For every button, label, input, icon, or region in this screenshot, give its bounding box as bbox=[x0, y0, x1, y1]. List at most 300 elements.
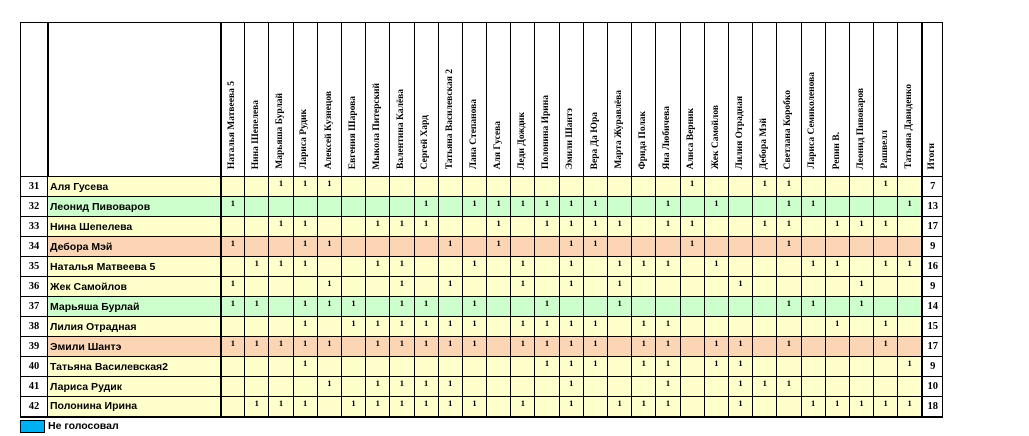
vote-cell bbox=[632, 197, 656, 217]
vote-cell bbox=[535, 397, 559, 417]
vote-cell bbox=[414, 177, 438, 197]
vote-cell bbox=[245, 377, 269, 397]
vote-cell: 1 bbox=[559, 257, 583, 277]
vote-cell: 1 bbox=[293, 237, 317, 257]
column-header bbox=[874, 23, 898, 177]
vote-cell: 1 bbox=[462, 297, 486, 317]
column-header-label: Эмили Шантэ bbox=[565, 107, 576, 169]
vote-cell: 1 bbox=[390, 317, 414, 337]
column-header bbox=[825, 23, 849, 177]
vote-cell bbox=[341, 377, 365, 397]
vote-cell bbox=[680, 277, 704, 297]
vote-cell bbox=[559, 177, 583, 197]
vote-cell: 1 bbox=[583, 237, 607, 257]
vote-cell: 1 bbox=[535, 297, 559, 317]
column-header-label: Фрида Полак bbox=[638, 110, 649, 169]
row-total: 16 bbox=[922, 257, 943, 277]
vote-cell: 1 bbox=[414, 197, 438, 217]
vote-cell bbox=[487, 377, 511, 397]
column-header bbox=[269, 23, 293, 177]
vote-cell: 1 bbox=[438, 337, 462, 357]
column-header-label: Алексей Кузнецов bbox=[323, 90, 334, 169]
table-row bbox=[21, 237, 943, 257]
vote-cell bbox=[221, 397, 245, 417]
row-number: 38 bbox=[21, 317, 48, 337]
vote-cell bbox=[462, 177, 486, 197]
vote-cell bbox=[269, 277, 293, 297]
vote-cell bbox=[728, 237, 752, 257]
vote-cell bbox=[317, 317, 341, 337]
vote-cell bbox=[849, 317, 873, 337]
vote-cell bbox=[753, 257, 777, 277]
vote-cell bbox=[341, 237, 365, 257]
column-header bbox=[390, 23, 414, 177]
vote-cell bbox=[511, 297, 535, 317]
legend bbox=[20, 418, 119, 434]
vote-cell: 1 bbox=[390, 277, 414, 297]
vote-cell bbox=[656, 177, 680, 197]
vote-cell bbox=[221, 257, 245, 277]
vote-cell bbox=[704, 177, 728, 197]
column-header bbox=[487, 23, 511, 177]
column-header bbox=[632, 23, 656, 177]
vote-cell: 1 bbox=[366, 397, 390, 417]
vote-cell bbox=[801, 337, 825, 357]
vote-cell: 1 bbox=[366, 257, 390, 277]
vote-cell: 1 bbox=[390, 377, 414, 397]
column-header bbox=[849, 23, 873, 177]
vote-cell bbox=[366, 357, 390, 377]
row-number: 33 bbox=[21, 217, 48, 237]
vote-cell: 1 bbox=[874, 317, 898, 337]
table-row bbox=[21, 217, 943, 237]
vote-cell: 1 bbox=[704, 337, 728, 357]
vote-cell bbox=[269, 297, 293, 317]
row-total: 13 bbox=[922, 197, 943, 217]
vote-cell bbox=[801, 377, 825, 397]
vote-cell: 1 bbox=[390, 397, 414, 417]
participant-name: Жек Самойлов bbox=[48, 277, 221, 297]
vote-cell bbox=[656, 277, 680, 297]
vote-cell bbox=[728, 257, 752, 277]
vote-cell bbox=[245, 177, 269, 197]
vote-cell: 1 bbox=[245, 337, 269, 357]
vote-cell bbox=[632, 177, 656, 197]
vote-cell: 1 bbox=[511, 277, 535, 297]
participant-name: Леонид Пивоваров bbox=[48, 197, 221, 217]
vote-cell: 1 bbox=[269, 337, 293, 357]
column-header-label: Леди Дождик bbox=[517, 111, 528, 169]
vote-cell bbox=[317, 197, 341, 217]
vote-cell bbox=[777, 277, 801, 297]
vote-cell: 1 bbox=[366, 337, 390, 357]
vote-cell bbox=[269, 377, 293, 397]
vote-cell: 1 bbox=[632, 337, 656, 357]
vote-cell bbox=[753, 277, 777, 297]
vote-cell: 1 bbox=[849, 277, 873, 297]
row-total: 14 bbox=[922, 297, 943, 317]
vote-cell: 1 bbox=[777, 177, 801, 197]
table-row bbox=[21, 177, 943, 197]
vote-cell: 1 bbox=[462, 337, 486, 357]
vote-cell: 1 bbox=[825, 317, 849, 337]
row-number: 31 bbox=[21, 177, 48, 197]
vote-cell: 1 bbox=[753, 177, 777, 197]
vote-cell: 1 bbox=[317, 337, 341, 357]
vote-cell bbox=[898, 297, 922, 317]
column-header-label: Лариса Рудик bbox=[299, 109, 310, 169]
vote-cell: 1 bbox=[293, 397, 317, 417]
vote-cell: 1 bbox=[462, 197, 486, 217]
vote-cell: 1 bbox=[293, 257, 317, 277]
vote-cell: 1 bbox=[583, 217, 607, 237]
vote-cell: 1 bbox=[656, 337, 680, 357]
vote-cell bbox=[269, 317, 293, 337]
vote-cell: 1 bbox=[559, 197, 583, 217]
vote-cell bbox=[583, 297, 607, 317]
vote-cell bbox=[341, 197, 365, 217]
vote-cell bbox=[825, 277, 849, 297]
vote-cell bbox=[341, 177, 365, 197]
vote-cell: 1 bbox=[777, 297, 801, 317]
vote-cell: 1 bbox=[728, 277, 752, 297]
vote-cell: 1 bbox=[487, 217, 511, 237]
vote-cell: 1 bbox=[559, 317, 583, 337]
vote-cell bbox=[825, 237, 849, 257]
row-total: 15 bbox=[922, 317, 943, 337]
column-header bbox=[535, 23, 559, 177]
vote-cell bbox=[511, 357, 535, 377]
vote-cell bbox=[874, 277, 898, 297]
vote-cell: 1 bbox=[656, 377, 680, 397]
vote-cell: 1 bbox=[414, 217, 438, 237]
legend-label: Не голосовал bbox=[48, 420, 119, 432]
table-row bbox=[21, 297, 943, 317]
vote-cell bbox=[728, 197, 752, 217]
column-header-label: Мыкола Питерский bbox=[371, 82, 382, 169]
vote-cell bbox=[245, 357, 269, 377]
vote-cell: 1 bbox=[801, 397, 825, 417]
vote-cell: 1 bbox=[390, 217, 414, 237]
vote-cell bbox=[608, 177, 632, 197]
vote-cell bbox=[753, 357, 777, 377]
vote-cell bbox=[438, 257, 462, 277]
vote-cell bbox=[898, 177, 922, 197]
voting-table bbox=[20, 22, 943, 418]
vote-cell: 1 bbox=[245, 297, 269, 317]
vote-cell: 1 bbox=[462, 397, 486, 417]
vote-cell: 1 bbox=[559, 357, 583, 377]
vote-cell bbox=[680, 337, 704, 357]
vote-cell: 1 bbox=[269, 217, 293, 237]
table-row bbox=[21, 197, 943, 217]
vote-cell: 1 bbox=[825, 397, 849, 417]
header-row bbox=[21, 23, 943, 177]
column-header-label: Репин В. bbox=[831, 131, 842, 169]
vote-cell: 1 bbox=[317, 377, 341, 397]
vote-cell bbox=[680, 197, 704, 217]
vote-cell bbox=[221, 377, 245, 397]
column-header-label: Рашвелл bbox=[879, 130, 890, 169]
vote-cell bbox=[317, 257, 341, 277]
column-header bbox=[462, 23, 486, 177]
vote-cell: 1 bbox=[293, 337, 317, 357]
vote-cell: 1 bbox=[874, 397, 898, 417]
vote-cell bbox=[680, 297, 704, 317]
row-number: 34 bbox=[21, 237, 48, 257]
participant-name: Татьяна Василевская2 bbox=[48, 357, 221, 377]
column-header bbox=[898, 23, 922, 177]
column-header bbox=[583, 23, 607, 177]
column-header bbox=[728, 23, 752, 177]
vote-cell: 1 bbox=[704, 357, 728, 377]
column-header-label: Полонина Ирина bbox=[541, 94, 552, 169]
vote-cell bbox=[704, 277, 728, 297]
vote-cell bbox=[462, 357, 486, 377]
column-header bbox=[680, 23, 704, 177]
vote-cell: 1 bbox=[632, 257, 656, 277]
vote-cell bbox=[341, 257, 365, 277]
vote-cell: 1 bbox=[414, 297, 438, 317]
vote-cell bbox=[535, 257, 559, 277]
vote-cell bbox=[462, 277, 486, 297]
vote-cell bbox=[221, 357, 245, 377]
vote-cell bbox=[632, 237, 656, 257]
vote-cell: 1 bbox=[801, 197, 825, 217]
column-header bbox=[801, 23, 825, 177]
vote-cell: 1 bbox=[656, 197, 680, 217]
row-total: 7 bbox=[922, 177, 943, 197]
vote-cell bbox=[583, 277, 607, 297]
column-header bbox=[438, 23, 462, 177]
vote-cell bbox=[704, 317, 728, 337]
vote-cell: 1 bbox=[898, 357, 922, 377]
vote-cell: 1 bbox=[728, 397, 752, 417]
vote-cell: 1 bbox=[293, 297, 317, 317]
vote-cell bbox=[438, 177, 462, 197]
table-row bbox=[21, 317, 943, 337]
vote-cell bbox=[245, 237, 269, 257]
vote-cell bbox=[487, 257, 511, 277]
vote-cell: 1 bbox=[366, 317, 390, 337]
vote-cell bbox=[849, 197, 873, 217]
column-header-label: Нина Шепелева bbox=[251, 99, 262, 169]
vote-cell bbox=[269, 357, 293, 377]
vote-cell bbox=[438, 197, 462, 217]
vote-cell: 1 bbox=[608, 257, 632, 277]
vote-cell bbox=[366, 197, 390, 217]
participant-name: Наталья Матвеева 5 bbox=[48, 257, 221, 277]
vote-cell: 1 bbox=[245, 257, 269, 277]
vote-cell: 1 bbox=[438, 397, 462, 417]
vote-cell: 1 bbox=[535, 197, 559, 217]
participant-name: Лилия Отрадная bbox=[48, 317, 221, 337]
vote-cell: 1 bbox=[874, 257, 898, 277]
row-total: 17 bbox=[922, 337, 943, 357]
vote-cell bbox=[511, 377, 535, 397]
vote-cell bbox=[366, 177, 390, 197]
vote-cell: 1 bbox=[777, 217, 801, 237]
vote-cell bbox=[704, 397, 728, 417]
column-header bbox=[414, 23, 438, 177]
vote-cell bbox=[583, 377, 607, 397]
vote-cell bbox=[704, 297, 728, 317]
vote-cell: 1 bbox=[511, 257, 535, 277]
vote-cell: 1 bbox=[849, 397, 873, 417]
vote-cell bbox=[341, 217, 365, 237]
vote-cell bbox=[874, 237, 898, 257]
vote-cell: 1 bbox=[583, 337, 607, 357]
column-header-label: Дебора Мэй bbox=[758, 117, 769, 169]
vote-cell bbox=[632, 277, 656, 297]
vote-cell bbox=[390, 197, 414, 217]
vote-cell: 1 bbox=[390, 257, 414, 277]
column-header bbox=[559, 23, 583, 177]
vote-cell: 1 bbox=[874, 337, 898, 357]
vote-cell bbox=[753, 197, 777, 217]
participant-name: Марьяша Бурлай bbox=[48, 297, 221, 317]
vote-cell bbox=[704, 237, 728, 257]
vote-cell: 1 bbox=[583, 357, 607, 377]
row-number: 35 bbox=[21, 257, 48, 277]
vote-cell: 1 bbox=[487, 237, 511, 257]
row-total: 9 bbox=[922, 277, 943, 297]
vote-cell bbox=[753, 317, 777, 337]
vote-cell: 1 bbox=[390, 297, 414, 317]
vote-cell: 1 bbox=[438, 277, 462, 297]
column-header bbox=[341, 23, 365, 177]
column-header bbox=[511, 23, 535, 177]
vote-cell bbox=[825, 357, 849, 377]
vote-cell bbox=[825, 297, 849, 317]
vote-cell bbox=[245, 277, 269, 297]
vote-cell: 1 bbox=[221, 297, 245, 317]
vote-cell: 1 bbox=[438, 377, 462, 397]
vote-cell: 1 bbox=[777, 377, 801, 397]
table-row bbox=[21, 257, 943, 277]
vote-cell: 1 bbox=[753, 377, 777, 397]
vote-cell: 1 bbox=[317, 297, 341, 317]
vote-cell bbox=[777, 257, 801, 277]
vote-cell: 1 bbox=[221, 237, 245, 257]
vote-cell: 1 bbox=[317, 177, 341, 197]
vote-cell bbox=[511, 217, 535, 237]
vote-cell: 1 bbox=[583, 317, 607, 337]
vote-cell bbox=[487, 317, 511, 337]
vote-cell: 1 bbox=[269, 397, 293, 417]
column-header bbox=[317, 23, 341, 177]
vote-cell: 1 bbox=[221, 277, 245, 297]
table-row bbox=[21, 377, 943, 397]
vote-cell: 1 bbox=[777, 197, 801, 217]
vote-cell: 1 bbox=[825, 257, 849, 277]
row-total: 9 bbox=[922, 237, 943, 257]
vote-cell: 1 bbox=[511, 337, 535, 357]
vote-cell bbox=[656, 297, 680, 317]
vote-cell: 1 bbox=[632, 317, 656, 337]
vote-cell bbox=[487, 177, 511, 197]
participant-name: Дебора Мэй bbox=[48, 237, 221, 257]
vote-cell bbox=[293, 197, 317, 217]
vote-cell bbox=[341, 277, 365, 297]
vote-cell: 1 bbox=[414, 397, 438, 417]
column-header bbox=[245, 23, 269, 177]
vote-cell: 1 bbox=[317, 237, 341, 257]
column-header bbox=[704, 23, 728, 177]
vote-cell: 1 bbox=[656, 317, 680, 337]
corner-cell bbox=[21, 23, 48, 177]
column-header-label: Валентина Калёва bbox=[396, 89, 407, 169]
vote-cell bbox=[825, 177, 849, 197]
vote-cell: 1 bbox=[777, 337, 801, 357]
vote-cell bbox=[390, 357, 414, 377]
vote-cell bbox=[801, 317, 825, 337]
vote-cell bbox=[535, 377, 559, 397]
vote-cell bbox=[608, 317, 632, 337]
row-number: 42 bbox=[21, 397, 48, 417]
vote-cell bbox=[487, 337, 511, 357]
vote-cell bbox=[680, 257, 704, 277]
vote-cell: 1 bbox=[245, 397, 269, 417]
vote-cell bbox=[680, 317, 704, 337]
vote-cell bbox=[898, 317, 922, 337]
vote-cell bbox=[366, 277, 390, 297]
vote-cell bbox=[487, 357, 511, 377]
vote-cell bbox=[221, 177, 245, 197]
vote-cell bbox=[849, 357, 873, 377]
vote-cell: 1 bbox=[293, 217, 317, 237]
name-header-cell bbox=[48, 23, 221, 177]
vote-cell bbox=[753, 297, 777, 317]
vote-cell bbox=[704, 217, 728, 237]
vote-cell: 1 bbox=[535, 217, 559, 237]
column-header bbox=[777, 23, 801, 177]
vote-cell: 1 bbox=[632, 357, 656, 377]
vote-cell bbox=[317, 357, 341, 377]
vote-cell: 1 bbox=[269, 257, 293, 277]
column-header bbox=[293, 23, 317, 177]
vote-cell bbox=[608, 337, 632, 357]
column-header-label: Наталья Матвеева 5 bbox=[227, 80, 238, 169]
vote-cell: 1 bbox=[269, 177, 293, 197]
vote-cell: 1 bbox=[728, 377, 752, 397]
vote-cell: 1 bbox=[704, 257, 728, 277]
vote-cell bbox=[898, 237, 922, 257]
vote-cell: 1 bbox=[608, 297, 632, 317]
table-row bbox=[21, 337, 943, 357]
vote-cell bbox=[825, 197, 849, 217]
vote-cell bbox=[245, 197, 269, 217]
vote-cell bbox=[390, 237, 414, 257]
vote-cell: 1 bbox=[874, 217, 898, 237]
vote-cell: 1 bbox=[221, 337, 245, 357]
vote-cell bbox=[680, 397, 704, 417]
vote-cell bbox=[245, 217, 269, 237]
column-header bbox=[366, 23, 390, 177]
vote-cell bbox=[583, 177, 607, 197]
vote-cell bbox=[414, 357, 438, 377]
vote-cell: 1 bbox=[849, 297, 873, 317]
column-header-label: Марьяша Бурлай bbox=[275, 93, 286, 169]
vote-cell: 1 bbox=[680, 217, 704, 237]
vote-cell: 1 bbox=[801, 257, 825, 277]
vote-cell: 1 bbox=[535, 337, 559, 357]
column-header-label: Лилия Отрадная bbox=[734, 95, 745, 169]
vote-cell: 1 bbox=[728, 357, 752, 377]
vote-cell: 1 bbox=[293, 317, 317, 337]
vote-cell: 1 bbox=[583, 197, 607, 217]
vote-cell bbox=[849, 237, 873, 257]
